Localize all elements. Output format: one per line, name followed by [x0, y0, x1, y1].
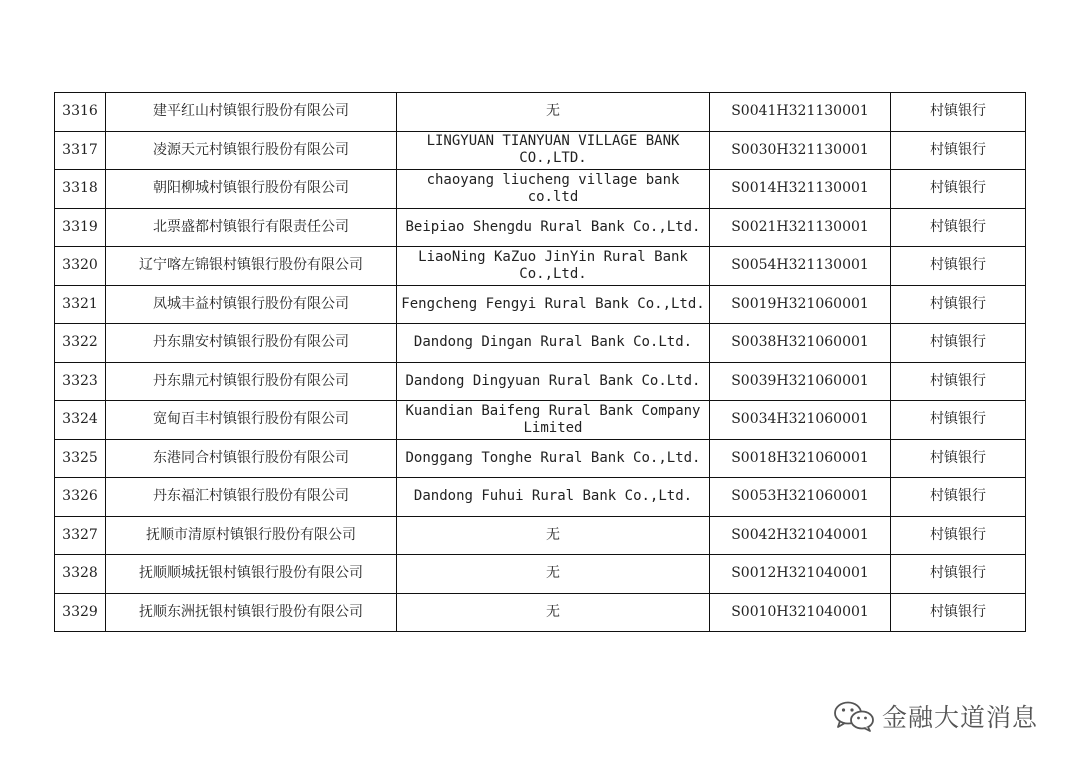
bank-name-english: LINGYUAN TIANYUAN VILLAGE BANK CO.,LTD. [397, 131, 710, 170]
row-number: 3326 [55, 478, 106, 517]
institution-type: 村镇银行 [891, 247, 1026, 286]
table-row [55, 555, 1026, 594]
bank-name-english: LiaoNing KaZuo JinYin Rural Bank Co.,Ltd. [397, 247, 710, 286]
bank-name-english: Kuandian Baifeng Rural Bank Company Limited [397, 401, 710, 440]
table-row [55, 131, 1026, 170]
row-number: 3318 [55, 170, 106, 209]
row-number: 3321 [55, 285, 106, 324]
institution-code: S0054H321130001 [710, 247, 891, 286]
watermark-text: 金融大道消息 [882, 703, 1039, 732]
bank-name-english: chaoyang liucheng village bank co.ltd [397, 170, 710, 209]
bank-name-chinese: 宽甸百丰村镇银行股份有限公司 [106, 401, 397, 440]
bank-list-table [54, 92, 1026, 632]
watermark [832, 696, 1038, 736]
bank-name-english: 无 [397, 93, 710, 132]
institution-type: 村镇银行 [891, 170, 1026, 209]
institution-code: S0039H321060001 [710, 362, 891, 401]
bank-name-chinese: 北票盛都村镇银行有限责任公司 [106, 208, 397, 247]
bank-name-chinese: 抚顺顺城抚银村镇银行股份有限公司 [106, 555, 397, 594]
institution-code: S0042H321040001 [710, 516, 891, 555]
row-number: 3323 [55, 362, 106, 401]
bank-name-chinese: 建平红山村镇银行股份有限公司 [106, 93, 397, 132]
institution-type: 村镇银行 [891, 208, 1026, 247]
institution-code: S0034H321060001 [710, 401, 891, 440]
row-number: 3322 [55, 324, 106, 363]
table-row [55, 478, 1026, 517]
bank-name-chinese: 东港同合村镇银行股份有限公司 [106, 439, 397, 478]
bank-name-english: Dandong Fuhui Rural Bank Co.,Ltd. [397, 478, 710, 517]
institution-code: S0010H321040001 [710, 593, 891, 632]
bank-name-chinese: 抚顺市清原村镇银行股份有限公司 [106, 516, 397, 555]
table-row [55, 439, 1026, 478]
row-number: 3328 [55, 555, 106, 594]
bank-name-english: Fengcheng Fengyi Rural Bank Co.,Ltd. [397, 285, 710, 324]
bank-name-chinese: 丹东鼎元村镇银行股份有限公司 [106, 362, 397, 401]
table-row [55, 247, 1026, 286]
table-row [55, 170, 1026, 209]
table-row [55, 362, 1026, 401]
table-row [55, 516, 1026, 555]
table-body [55, 93, 1026, 632]
institution-code: S0021H321130001 [710, 208, 891, 247]
institution-code: S0018H321060001 [710, 439, 891, 478]
institution-type: 村镇银行 [891, 362, 1026, 401]
institution-type: 村镇银行 [891, 555, 1026, 594]
bank-name-chinese: 朝阳柳城村镇银行股份有限公司 [106, 170, 397, 209]
bank-name-chinese: 凤城丰益村镇银行股份有限公司 [106, 285, 397, 324]
institution-code: S0038H321060001 [710, 324, 891, 363]
bank-name-chinese: 辽宁喀左锦银村镇银行股份有限公司 [106, 247, 397, 286]
row-number: 3319 [55, 208, 106, 247]
bank-name-chinese: 抚顺东洲抚银村镇银行股份有限公司 [106, 593, 397, 632]
bank-name-english: Dandong Dingyuan Rural Bank Co.Ltd. [397, 362, 710, 401]
institution-type: 村镇银行 [891, 478, 1026, 517]
institution-code: S0053H321060001 [710, 478, 891, 517]
institution-code: S0041H321130001 [710, 93, 891, 132]
institution-type: 村镇银行 [891, 593, 1026, 632]
institution-type: 村镇银行 [891, 439, 1026, 478]
institution-type: 村镇银行 [891, 131, 1026, 170]
bank-name-chinese: 丹东福汇村镇银行股份有限公司 [106, 478, 397, 517]
bank-name-chinese: 凌源天元村镇银行股份有限公司 [106, 131, 397, 170]
bank-name-chinese: 丹东鼎安村镇银行股份有限公司 [106, 324, 397, 363]
row-number: 3317 [55, 131, 106, 170]
row-number: 3320 [55, 247, 106, 286]
institution-code: S0019H321060001 [710, 285, 891, 324]
bank-name-english: 无 [397, 516, 710, 555]
bank-name-english: Donggang Tonghe Rural Bank Co.,Ltd. [397, 439, 710, 478]
institution-type: 村镇银行 [891, 516, 1026, 555]
table-row [55, 93, 1026, 132]
institution-code: S0014H321130001 [710, 170, 891, 209]
table-row [55, 285, 1026, 324]
row-number: 3325 [55, 439, 106, 478]
institution-type: 村镇银行 [891, 324, 1026, 363]
bank-name-english: 无 [397, 555, 710, 594]
table-row [55, 401, 1026, 440]
bank-name-english: Beipiao Shengdu Rural Bank Co.,Ltd. [397, 208, 710, 247]
institution-type: 村镇银行 [891, 285, 1026, 324]
institution-type: 村镇银行 [891, 401, 1026, 440]
row-number: 3327 [55, 516, 106, 555]
wechat-icon [832, 699, 876, 733]
bank-name-english: Dandong Dingan Rural Bank Co.Ltd. [397, 324, 710, 363]
institution-code: S0012H321040001 [710, 555, 891, 594]
row-number: 3316 [55, 93, 106, 132]
table-row [55, 208, 1026, 247]
table-row [55, 593, 1026, 632]
table-row [55, 324, 1026, 363]
row-number: 3324 [55, 401, 106, 440]
bank-name-english: 无 [397, 593, 710, 632]
row-number: 3329 [55, 593, 106, 632]
institution-type: 村镇银行 [891, 93, 1026, 132]
institution-code: S0030H321130001 [710, 131, 891, 170]
